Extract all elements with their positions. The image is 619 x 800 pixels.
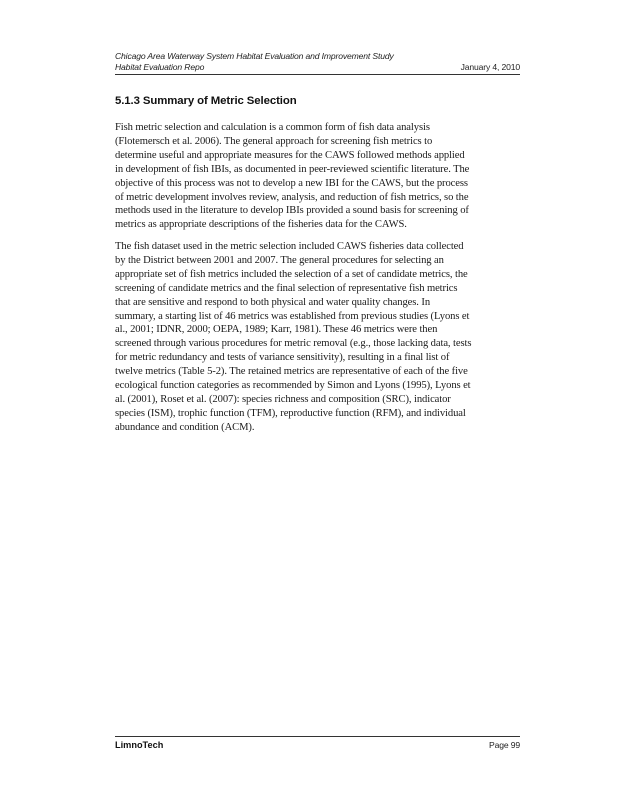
paragraph-line: screening of candidate metrics and the final selection of representative fish metrics: [115, 282, 458, 294]
paragraph-line: species (ISM), trophic function (TFM), reproductive function (RFM), and individual: [115, 407, 466, 419]
paragraph-2: [115, 240, 525, 435]
running-header-study-title: Chicago Area Waterway System Habitat Evaluation and Improvement Study: [115, 51, 394, 61]
paragraph-line: methods used in the literature to develop IBIs provided a sound basis for screening of: [115, 205, 469, 217]
paragraph-line: (Flotemersch et al. 2006). The general approach for screening fish metrics to: [115, 135, 433, 147]
footer-divider: [115, 736, 520, 737]
paragraph-line: by the District between 2001 and 2007. The general procedures for selecting an: [115, 254, 444, 266]
paragraph-1: [115, 121, 525, 232]
paragraph-line: ecological function categories as recommended by Simon and Lyons (1995), Lyons et: [115, 380, 471, 392]
paragraph-line: objective of this process was not to develop a new IBI for the CAWS, but the process: [115, 177, 468, 189]
paragraph-line: twelve metrics (Table 5-2). The retained metrics are representative of each of the five: [115, 366, 468, 378]
paragraph-line: appropriate set of fish metrics included the selection of a set of candidate metrics, the: [115, 268, 468, 280]
section-heading: 5.1.3 Summary of Metric Selection: [115, 95, 297, 107]
paragraph-line: in development of fish IBIs, as documented in peer-reviewed scientific literature. The: [115, 163, 470, 175]
paragraph-line: al., 2001; IDNR, 2000; OEPA, 1989; Karr, 1981). These 46 metrics were then: [115, 324, 438, 336]
paragraph-line: al. (2001), Roset et al. (2007): species richness and composition (SRC), indicator: [115, 393, 451, 405]
running-header-date: January 4, 2010: [460, 62, 520, 72]
paragraph-line: abundance and condition (ACM).: [115, 421, 255, 433]
paragraph-line: determine useful and appropriate measures for the CAWS followed methods applied: [115, 149, 465, 161]
paragraph-line: for metric redundancy and tests of variance sensitivity), resulting in a final list of: [115, 352, 450, 364]
footer-company: LimnoTech: [115, 740, 164, 750]
paragraph-line: screened through various procedures for metric removal (e.g., those lacking data, tests: [115, 338, 472, 350]
paragraph-line: The fish dataset used in the metric selection included CAWS fisheries data collected: [115, 241, 464, 252]
paragraph-line: of metric development involves review, analysis, and reduction of fish metrics, so the: [115, 191, 469, 203]
running-header-report-title: Habitat Evaluation Repo: [115, 62, 205, 72]
paragraph-line: that are sensitive and respond to both physical and water quality changes. In: [115, 296, 431, 308]
paragraph-line: metrics as appropriate descriptions of the fisheries data for the CAWS.: [115, 219, 407, 231]
header-divider: [115, 74, 520, 75]
paragraph-line: Fish metric selection and calculation is a common form of fish data analysis: [115, 122, 430, 133]
paragraph-line: summary, a starting list of 46 metrics was established from previous studies (Lyons et: [115, 310, 470, 322]
footer-page-number: Page 99: [489, 740, 520, 750]
